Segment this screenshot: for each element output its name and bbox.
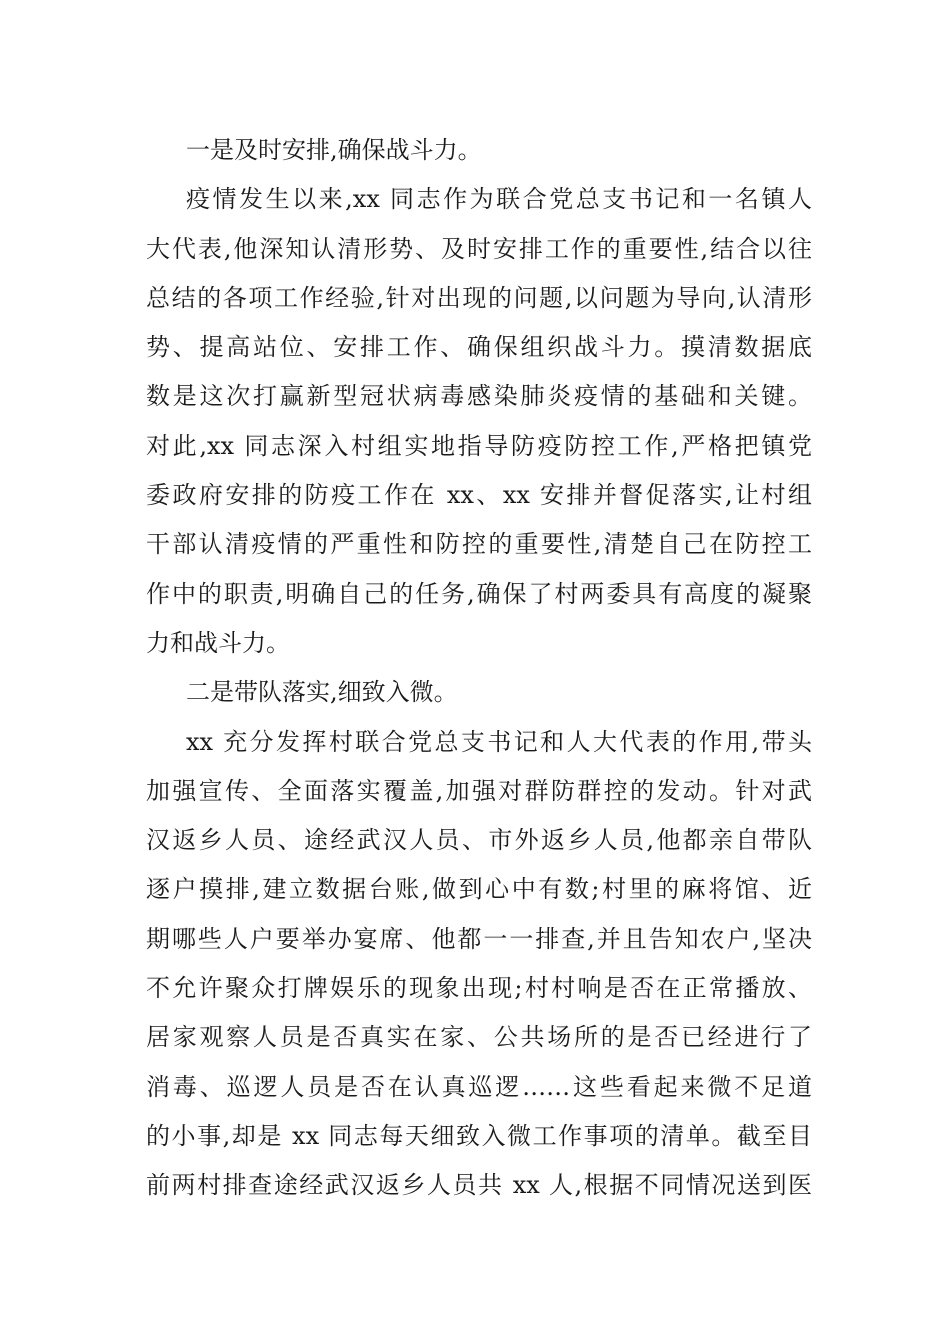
text-line: 委政府安排的防疫工作在 xx、xx 安排并督促落实,让村组 <box>146 481 812 510</box>
text-line: 总结的各项工作经验,针对出现的问题,以问题为导向,认清形 <box>146 283 812 312</box>
paragraph-heading-1: 一是及时安排,确保战斗力。 <box>186 136 482 164</box>
text-line: 汉返乡人员、途经武汉人员、市外返乡人员,他都亲自带队 <box>146 826 812 855</box>
text-line: 逐户摸排,建立数据台账,做到心中有数;村里的麻将馆、近 <box>146 875 812 904</box>
text-line: 不允许聚众打牌娱乐的现象出现;村村响是否在正常播放、 <box>146 974 812 1003</box>
text-line: xx 充分发挥村联合党总支书记和人大代表的作用,带头 <box>186 727 812 756</box>
text-line: 数是这次打赢新型冠状病毒感染肺炎疫情的基础和关键。 <box>146 382 812 411</box>
text-line: 前两村排查途经武汉返乡人员共 xx 人,根据不同情况送到医 <box>146 1171 812 1200</box>
text-line: 消毒、巡逻人员是否在认真巡逻……这些看起来微不足道 <box>146 1072 812 1101</box>
text-line: 作中的职责,明确自己的任务,确保了村两委具有高度的凝聚 <box>146 579 812 608</box>
text-line: 期哪些人户要举办宴席、他都一一排查,并且告知农户,坚决 <box>146 924 812 953</box>
text-line: 对此,xx 同志深入村组实地指导防疫防控工作,严格把镇党 <box>146 431 812 460</box>
text-line: 的小事,却是 xx 同志每天细致入微工作事项的清单。截至目 <box>146 1121 812 1150</box>
paragraph-heading-2: 二是带队落实,细致入微。 <box>186 678 458 707</box>
text-line: 大代表,他深知认清形势、及时安排工作的重要性,结合以往 <box>146 234 812 263</box>
text-line: 疫情发生以来,xx 同志作为联合党总支书记和一名镇人 <box>186 185 812 214</box>
text-line: 力和战斗力。 <box>146 628 290 657</box>
text-line: 势、提高站位、安排工作、确保组织战斗力。摸清数据底 <box>146 333 812 362</box>
text-line: 干部认清疫情的严重性和防控的重要性,清楚自己在防控工 <box>146 530 812 559</box>
text-line: 加强宣传、全面落实覆盖,加强对群防群控的发动。针对武 <box>146 776 812 805</box>
text-line: 居家观察人员是否真实在家、公共场所的是否已经进行了 <box>146 1023 812 1052</box>
body-text <box>146 126 812 1211</box>
